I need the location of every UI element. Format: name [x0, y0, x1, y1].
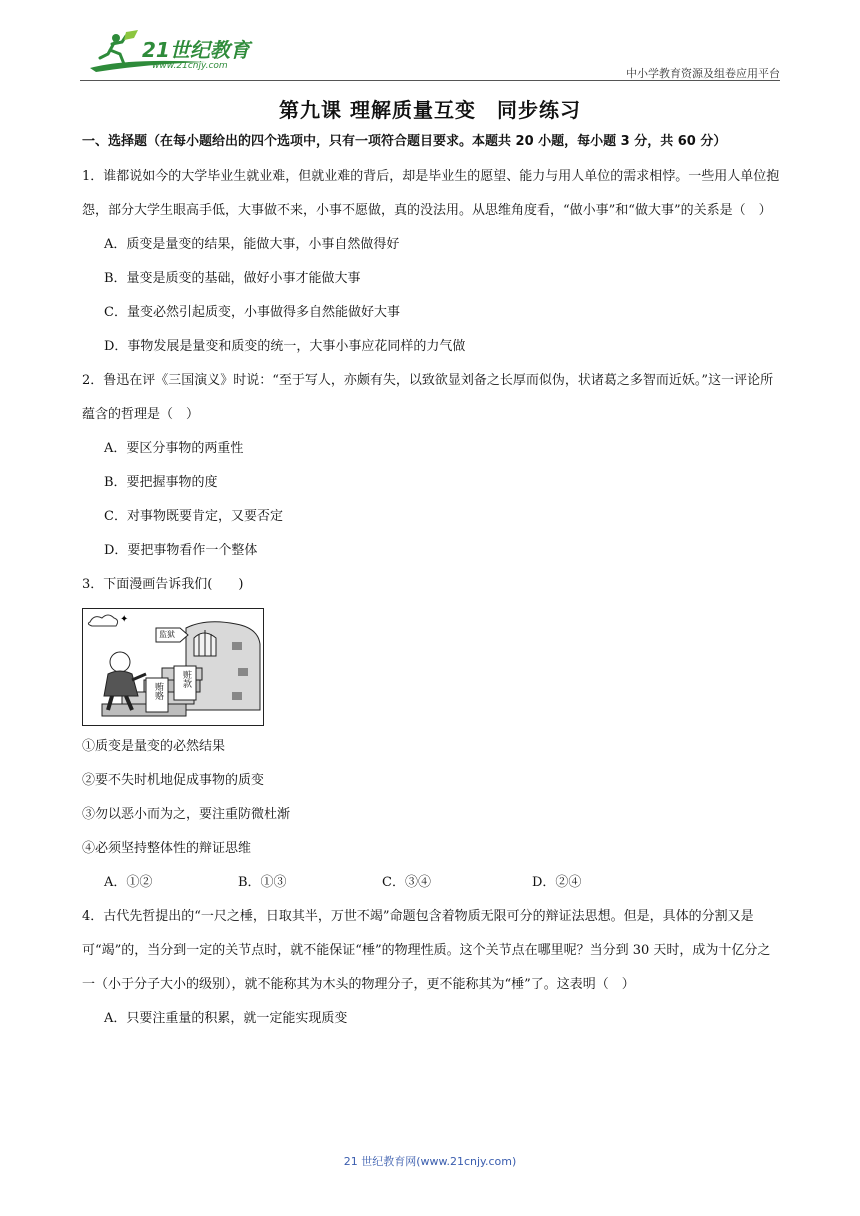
logo-url: www.21cnjy.com: [152, 61, 228, 71]
cartoon-stolen-money-label: 赃款: [181, 670, 191, 688]
q2-option-a[interactable]: A．要区分事物的两重性: [104, 441, 244, 456]
q3-statement-4: ④必须坚持整体性的辩证思维: [82, 841, 252, 856]
question-2-stem: 2．鲁迅在评《三国演义》时说：“至于写人，亦颇有失，以致欲显刘备之长厚而似伪，状诸葛之多智而近妖。”这一评论所蕴含的哲理是（ ）: [82, 373, 774, 422]
platform-tagline: 中小学教育资源及组卷应用平台: [626, 67, 780, 80]
q3-option-a[interactable]: A．①②: [104, 875, 153, 890]
page-footer[interactable]: 21 世纪教育网(www.21cnjy.com): [343, 1155, 517, 1168]
cartoon-bribe-label: 贿赂: [153, 682, 163, 700]
cartoon-drawing: [82, 608, 264, 726]
header-divider: [80, 80, 780, 81]
question-4: [82, 900, 782, 1036]
question-2: [82, 364, 782, 568]
q3-statement-1: ①质变是量变的必然结果: [82, 739, 226, 754]
q1-option-d[interactable]: D．事物发展是量变和质变的统一，大事小事应花同样的力气做: [104, 339, 466, 354]
question-1-stem: 1．谁都说如今的大学毕业生就业难，但就业难的背后，却是毕业生的愿望、能力与用人单位的需求相悖。一些用人单位抱怨，部分大学生眼高手低，大事做不来，小事不愿做，真的没法用。从思维角度看，“做小事”和“做大事”的关系是（ ）: [82, 169, 780, 218]
q2-option-d[interactable]: D．要把事物看作一个整体: [104, 543, 258, 558]
site-logo[interactable]: [86, 28, 316, 78]
q3-options: [82, 866, 782, 900]
q3-option-d[interactable]: D．②④: [532, 875, 582, 890]
q2-option-b[interactable]: B．要把握事物的度: [104, 475, 218, 490]
q3-statement-2: ②要不失时机地促成事物的质变: [82, 773, 265, 788]
question-3: [82, 568, 782, 900]
q3-option-c[interactable]: C．③④: [382, 875, 431, 890]
q4-option-a[interactable]: A．只要注重量的积累，就一定能实现质变: [104, 1011, 348, 1026]
q3-option-b[interactable]: B．①③: [238, 875, 287, 890]
q1-option-c[interactable]: C．量变必然引起质变，小事做得多自然能做好大事: [104, 305, 400, 320]
cartoon-sign-label: 监狱: [159, 630, 175, 639]
question-1: [82, 160, 782, 364]
q3-statement-3: ③勿以恶小而为之，要注重防微杜渐: [82, 807, 291, 822]
page-title: 第九课 理解质量互变 同步练习: [279, 98, 581, 122]
q2-option-c[interactable]: C．对事物既要肯定，又要否定: [104, 509, 283, 524]
page-header: [80, 28, 780, 82]
q1-option-a[interactable]: A．质变是量变的结果，能做大事，小事自然做得好: [104, 237, 400, 252]
question-4-stem: 4．古代先哲提出的“一尺之棰，日取其半，万世不竭”命题包含着物质无限可分的辩证法思想。但是，具体的分割又是可“竭”的，当分到一定的关节点时，就不能保证“棰”的物理性质。这个关节点在哪里呢？当分到 30 天时，成为十亿分之一（小于分子大小的级别），就不能称其为木头的物理分子，更不能称其为“棰”了。这表明（ ）: [82, 909, 771, 992]
svg-text:✦: ✦: [120, 614, 129, 625]
question-body: [82, 130, 782, 1036]
cartoon-image: [82, 608, 264, 726]
q1-option-b[interactable]: B．量变是质变的基础，做好小事才能做大事: [104, 271, 361, 286]
logo-text: 21世纪教育: [142, 38, 250, 62]
section-heading: 一、选择题（在每小题给出的四个选项中，只有一项符合题目要求。本题共 20 小题，每小题 3 分，共 60 分）: [82, 134, 727, 149]
question-3-stem: 3．下面漫画告诉我们( ): [82, 577, 244, 592]
